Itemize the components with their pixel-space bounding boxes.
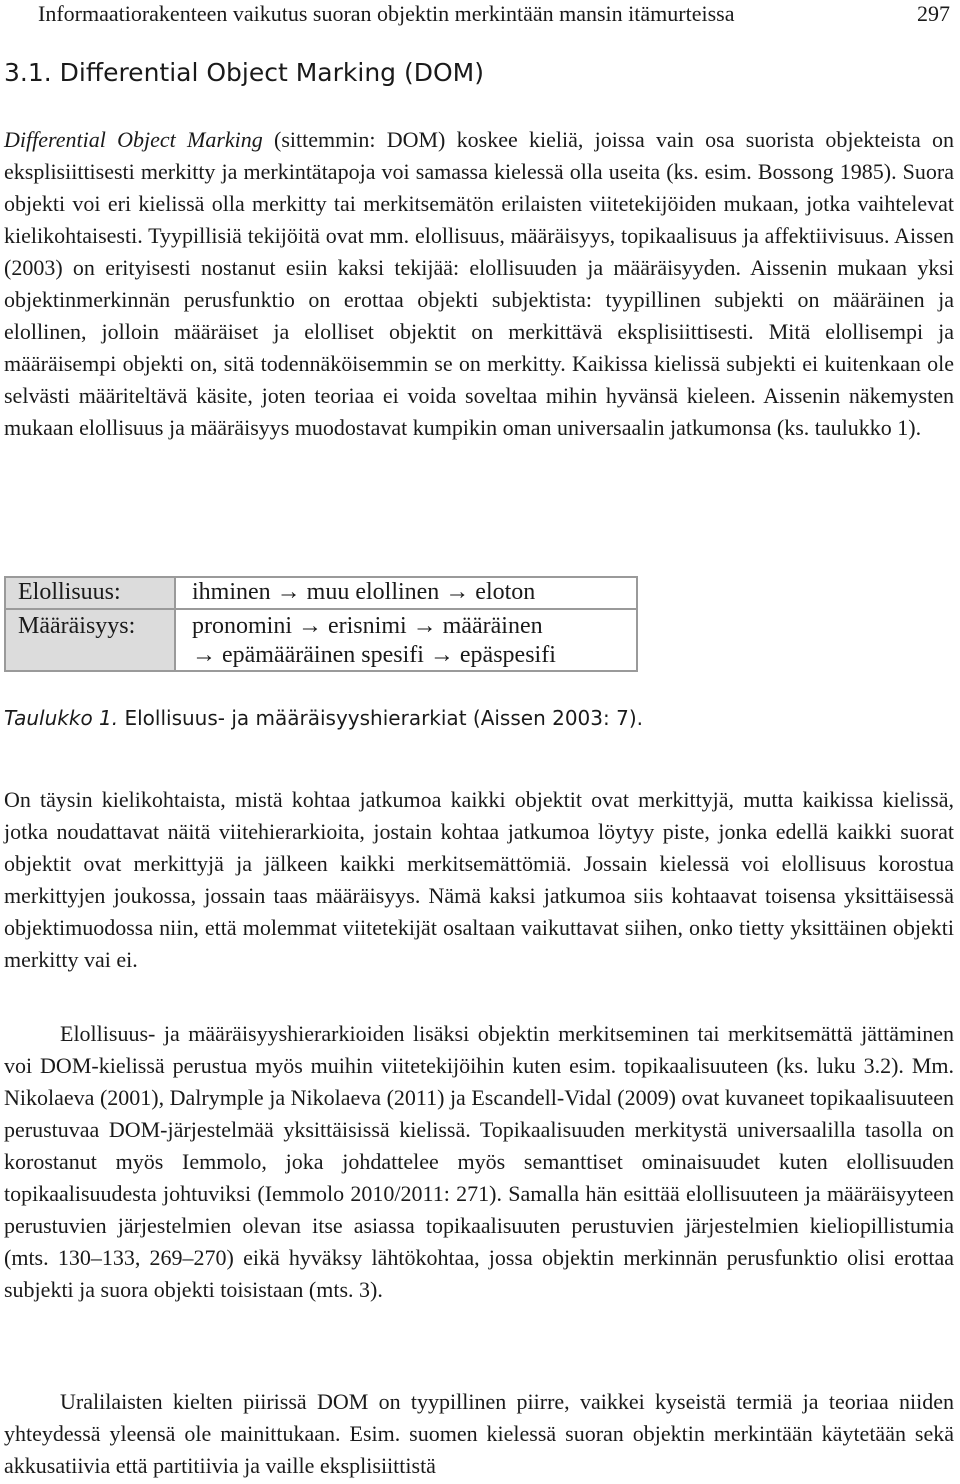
running-header [0, 0, 960, 28]
hierarchy-table [4, 576, 638, 672]
caption-text: Elollisuus- ja määräisyyshierarkiat (Aissen 2003: 7). [118, 706, 643, 730]
table-divider [6, 608, 636, 610]
paragraph-1-text: (sittemmin: DOM) koskee kieliä, joissa vain osa suorista objekteista on eksplisiittisesti merkitty ja merkintätapoja voi samassa kielessä olla useita (ks. esim. Bossong 1985). Suora objekti voi eri kielissä olla merkitty tai merkitsemätön erilaisten viitetekijöiden mukaan, jotka vaihtelevat kielikohtaisesti. Tyypillisiä tekijöitä ovat mm. elollisuus, määräisyys, topikaalisuus ja affektiivisuus. Aissen (2003) on erityisesti nostanut esiin kaksi tekijää: elollisuuden ja määräisyyden. Aissenin mukaan yksi objektinmerkinnän perusfunktio on erottaa objekti subjektista: tyypillinen subjekti on määräinen ja elollinen, jolloin määräiset ja elolliset objektit on merkittävä eksplisiittisesti. Mitä elollisempi ja määräisempi objekti on, sitä todennäköisemmin se on merkitty. Kaikissa kielissä subjekti ei kuitenkaan ole selvästi määriteltävä käsite, joten teoriaa ei voida soveltaa mihin hyvänsä kieleen. Aissenin näkemysten mukaan elollisuus ja määräisyys muodostavat kumpikin oman universaalin jatkumonsa (ks. taulukko 1). [4, 127, 954, 440]
running-title: Informaatiorakenteen vaikutus suoran objektin merkintään mansin itämurteissa [38, 1, 735, 26]
row2-value-line1: pronomini → erisnimi → määräinen [192, 613, 543, 639]
term-italic: Differential Object Marking [4, 127, 263, 152]
table-caption [4, 704, 643, 732]
table-label-column [6, 578, 176, 670]
row2-label: Määräisyys: [18, 613, 136, 639]
row1-label: Elollisuus: [18, 579, 121, 605]
row2-value-line2: → epämääräinen spesifi → epäspesifi [192, 642, 556, 668]
paragraph-4: Uralilaisten kielten piirissä DOM on tyypillinen piirre, vaikkei kyseistä termiä ja teoriaa niiden yhteydessä yleensä ole mainittukaan. Esim. suomen kielessä suoran objektin merkintään käytetään sekä akkusatiivia että partitiivia ja vaille eksplisiittistä [4, 1389, 954, 1478]
row1-value: ihminen → muu elollinen → eloton [192, 579, 536, 605]
paragraph-2: On täysin kielikohtaista, mistä kohtaa jatkumoa kaikki objektit ovat merkittyjä, mutta kaikissa kielissä, jotka noudattavat näitä viitehierarkioita, jostain kohtaa jatkumoa löytyy piste, jonka edellä kaikki suorat objektit ovat merkittyjä ja jälkeen kaikki merkitsemättömiä. Jossain kielessä voi elollisuus korostua merkittyjen joukossa, jossain taas määräisyys. Nämä kaksi jatkumoa siis kohtaavat toisensa yksittäisessä objektimuodossa niin, että molemmat viitetekijät osaltaan vaikuttavat siihen, onko tietty yksittäinen objekti merkitty vai ei. [4, 787, 954, 972]
page-number: 297 [917, 1, 950, 26]
caption-label: Taulukko 1. [4, 706, 119, 730]
section-heading: 3.1. Differential Object Marking (DOM) [4, 58, 484, 87]
paragraph-1 [4, 124, 954, 444]
paragraph-3: Elollisuus- ja määräisyyshierarkioiden lisäksi objektin merkitseminen tai merkitsemättä jättäminen voi DOM-kielissä perustua myös muihin viitetekijöihin kuten esim. topikaalisuuteen (ks. luku 3.2). Mm. Nikolaeva (2001), Dalrymple ja Nikolaeva (2011) ja Escandell-Vidal (2009) ovat kuvaneet topikaalisuuteen perustuvaa DOM-järjestelmää yksittäisissä kielissä. Topikaalisuuden merkitystä universaalilla tasolla on korostanut myös Iemmolo, joka johdattelee myös semanttiset ominaisuudet kuten elollisuuden topikaalisuudesta johtuviksi (Iemmolo 2010/2011: 271). Samalla hän esittää elollisuuteen ja määräisyyteen perustuvien järjestelmien olevan itse asiassa topikaalisuuten perustuvien järjestelmien kieliopillistumia (mts. 130–133, 269–270) eikä hyväksy lähtökohtaa, jossa objektin merkinnän perusfunktio olisi erottaa subjekti ja suora objekti toisistaan (mts. 3). [4, 1021, 954, 1302]
